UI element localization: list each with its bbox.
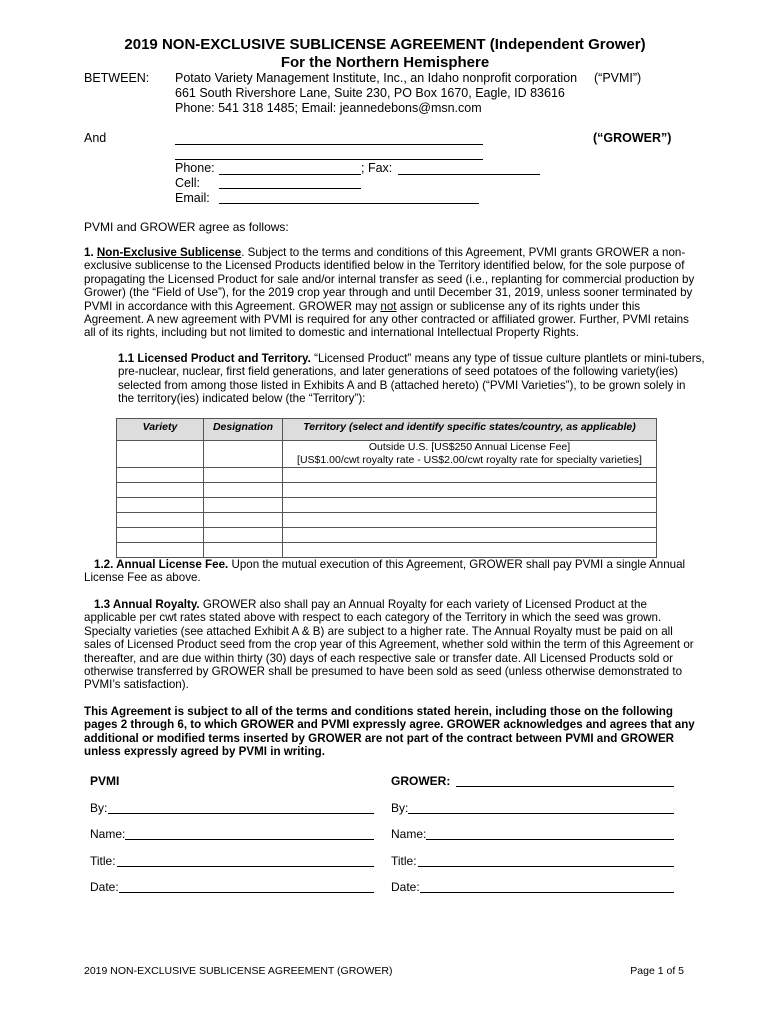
section-1-3-line: Specialty varieties (see attached Exhibit A & B) are subject to a higher rate. The Annual Royalty must be paid on all: [84, 624, 673, 638]
grower-signature-label: GROWER:: [391, 774, 451, 788]
section-1-line: propagating the Licensed Product for sale and/or internal transfer as seed (i.e., replanting for commercial production by: [84, 272, 695, 286]
email-field[interactable]: [219, 203, 479, 204]
territory-cell[interactable]: [283, 513, 657, 528]
section-1-line: all of its rights, including but not limited to domestic and international Intellectual Property Rights.: [84, 326, 579, 340]
fax-label: ; Fax:: [361, 161, 393, 175]
license-fee-text: Outside U.S. [US$250 Annual License Fee]: [368, 441, 571, 453]
table-row: [117, 498, 657, 513]
designation-cell[interactable]: [204, 498, 283, 513]
pvmi-name-label: Name:: [90, 827, 126, 841]
grower-address-field[interactable]: [175, 159, 483, 160]
section-1-line: PVMI in accordance with this Agreement. GROWER may: [84, 299, 381, 313]
pvmi-contact: Phone: 541 318 1485; Email: jeannedebons@msn.com: [175, 101, 482, 115]
cell-label: Cell:: [175, 176, 201, 190]
territory-cell[interactable]: [283, 528, 657, 543]
section-1-3-line: applicable per cwt rates stated above with respect to each category of the Territory in which the seed was grown.: [84, 611, 662, 625]
section-1-3-line: GROWER also shall pay an Annual Royalty for each variety of Licensed Product at the: [199, 598, 647, 611]
section-1-line: exclusive sublicense to the Licensed Products identified below in the Territory identified below, for the sole purpose of: [84, 259, 685, 273]
notice-line: This Agreement is subject to all of the terms and conditions stated herein, including those on the following: [84, 705, 673, 718]
notice-line: pages 2 through 6, to which GROWER and PVMI expressly agree. GROWER acknowledges and agrees that any: [84, 718, 695, 732]
pvmi-by-label: By:: [90, 801, 108, 815]
section-1-1-line: the territory(ies) indicated below (the “Territory”):: [118, 392, 366, 406]
section-1-1-line: pre-nuclear, nuclear, first field generations, and later generations of seed potatoes of the following variety(ies): [118, 365, 679, 379]
phone-label: Phone:: [175, 161, 215, 175]
designation-cell[interactable]: [204, 468, 283, 483]
pvmi-title-label: Title:: [90, 854, 116, 868]
phone-field[interactable]: [219, 174, 361, 175]
column-header-designation: Designation: [204, 419, 283, 441]
section-1-number: 1.: [84, 246, 94, 259]
table-row: [117, 543, 657, 558]
grower-title-label: Title:: [391, 854, 417, 868]
agreement-notice: [84, 705, 694, 759]
section-1-3-line: sales of Licensed Product seed from the crop year of this Agreement, whether sold within the term of this Agreement or: [84, 638, 694, 652]
territory-cell[interactable]: [283, 498, 657, 513]
pvmi-signature-label: PVMI: [90, 774, 120, 788]
page-title: 2019 NON-EXCLUSIVE SUBLICENSE AGREEMENT (Independent Grower): [124, 36, 646, 53]
page-subtitle: For the Northern Hemisphere: [280, 54, 490, 71]
section-1-heading: Non-Exclusive Sublicense: [96, 246, 242, 259]
section-1-2: [84, 558, 694, 585]
section-1-2-heading: 1.2. Annual License Fee.: [94, 558, 229, 571]
section-1-line: . Subject to the terms and conditions of this Agreement, PVMI grants GROWER a non-: [241, 246, 686, 259]
grower-title-field[interactable]: [418, 866, 674, 867]
section-1-1-line: “Licensed Product” means any type of tissue culture plantlets or mini-tubers,: [310, 352, 705, 365]
column-header-variety: Variety: [117, 419, 204, 441]
pvmi-date-field[interactable]: [119, 892, 374, 893]
grower-by-label: By:: [391, 801, 409, 815]
table-row: [117, 528, 657, 543]
grower-name-label: Name:: [391, 827, 427, 841]
territory-cell[interactable]: [283, 483, 657, 498]
territory-table: [116, 418, 657, 558]
between-label: BETWEEN:: [84, 71, 150, 85]
section-1-3-heading: 1.3 Annual Royalty.: [94, 598, 200, 611]
column-header-territory: Territory (select and identify specific states/country, as applicable): [283, 419, 657, 441]
grower-tag: (“GROWER”): [593, 131, 672, 145]
notice-line: unless expressly agreed by PVMI in writing.: [84, 745, 325, 759]
section-1: [84, 246, 694, 340]
variety-cell[interactable]: [117, 498, 204, 513]
section-1-3-line: PVMI’s satisfaction).: [84, 678, 189, 692]
grower-date-field[interactable]: [420, 892, 674, 893]
designation-cell[interactable]: [204, 513, 283, 528]
section-1-line: Grower) (the “Field of Use”), for the 2019 crop year through and until December 31, 2019, unless sooner terminated by: [84, 286, 693, 300]
table-header-row: [117, 419, 657, 441]
table-row: [117, 483, 657, 498]
variety-cell[interactable]: [117, 528, 204, 543]
territory-fee-cell[interactable]: [283, 441, 657, 468]
table-row: [117, 513, 657, 528]
grower-signature-field[interactable]: [456, 786, 674, 787]
and-label: And: [84, 131, 107, 145]
grower-by-field[interactable]: [408, 813, 674, 814]
pvmi-address: 661 South Rivershore Lane, Suite 230, PO Box 1670, Eagle, ID 83616: [175, 86, 565, 100]
pvmi-date-label: Date:: [90, 880, 119, 894]
grower-date-label: Date:: [391, 880, 420, 894]
variety-cell[interactable]: [117, 441, 204, 468]
email-label: Email:: [175, 191, 210, 205]
territory-cell[interactable]: [283, 543, 657, 558]
grower-name-field[interactable]: [175, 144, 483, 145]
royalty-rate-text: [US$1.00/cwt royalty rate - US$2.00/cwt royalty rate for specialty varieties]: [297, 454, 642, 466]
notice-line: additional or modified terms inserted by GROWER are not part of the contract between PVMI and GROWER: [84, 731, 675, 745]
cell-field[interactable]: [219, 188, 361, 189]
agree-intro: PVMI and GROWER agree as follows:: [84, 220, 289, 234]
pvmi-by-field[interactable]: [108, 813, 374, 814]
section-1-line: Agreement. A new agreement with PVMI is required for any other contracted or affiliated grower. Further, PVMI retains: [84, 313, 689, 327]
designation-cell[interactable]: [204, 528, 283, 543]
pvmi-tag: (“PVMI”): [594, 71, 642, 85]
pvmi-title-field[interactable]: [117, 866, 374, 867]
section-1-3-line: otherwise transferred by GROWER shall be presumed to have been sold as seed (unless otherwise demonstrated to: [84, 665, 683, 679]
pvmi-name: Potato Variety Management Institute, Inc., an Idaho nonprofit corporation: [175, 71, 578, 85]
pvmi-name-field[interactable]: [125, 839, 374, 840]
variety-cell[interactable]: [117, 543, 204, 558]
section-1-3: [84, 598, 694, 692]
footer-page-number: Page 1 of 5: [630, 965, 684, 977]
section-1-1: [118, 352, 705, 406]
designation-cell[interactable]: [204, 543, 283, 558]
section-1-2-line: License Fee as above.: [84, 571, 201, 585]
footer-document-name: 2019 NON-EXCLUSIVE SUBLICENSE AGREEMENT (GROWER): [84, 965, 393, 977]
designation-cell[interactable]: [204, 483, 283, 498]
territory-cell[interactable]: [283, 468, 657, 483]
section-1-line: assign or sublicense any of its rights under this: [396, 299, 641, 313]
section-1-2-line: Upon the mutual execution of this Agreement, GROWER shall pay PVMI a single Annual: [228, 558, 686, 571]
table-row: [117, 468, 657, 483]
variety-cell[interactable]: [117, 483, 204, 498]
variety-cell[interactable]: [117, 468, 204, 483]
grower-name-sign-field[interactable]: [426, 839, 674, 840]
table-row: [117, 441, 657, 468]
section-1-1-line: selected from among those listed in Exhibits A and B (attached hereto) (“PVMI Varieties”), to be grown solely in: [118, 378, 686, 392]
section-1-1-heading: 1.1 Licensed Product and Territory.: [118, 352, 311, 365]
section-1-3-line: thereafter, and are due within thirty (30) days of each respective sale or transfer date. All Licensed Products sold or: [84, 651, 674, 665]
fax-field[interactable]: [398, 174, 540, 175]
variety-cell[interactable]: [117, 513, 204, 528]
designation-cell[interactable]: [204, 441, 283, 468]
emphasis-not: not: [380, 299, 397, 313]
